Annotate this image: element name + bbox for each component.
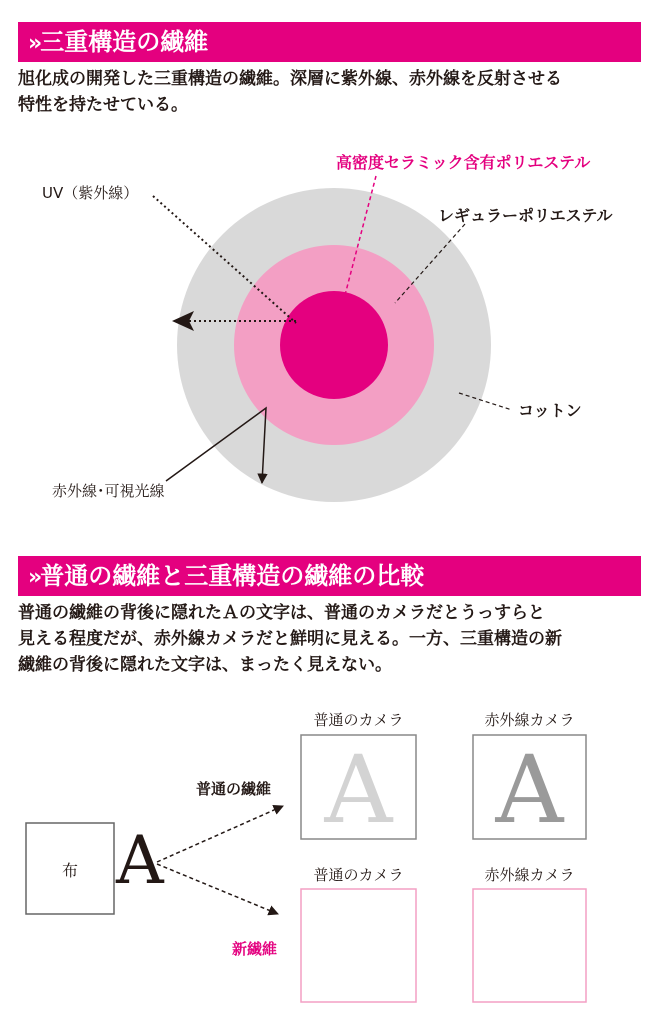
section2-text-line3: 繊維の背後に隠れた文字は、まったく見えない。 — [18, 655, 392, 675]
faint-letter-a: A — [324, 736, 393, 845]
new-fiber-ir-camera-box — [473, 889, 586, 1002]
new-fiber-normal-camera-box — [301, 889, 416, 1002]
regular-polyester-label: レギュラーポリエステル — [438, 206, 613, 225]
arrow-to-new-fiber — [157, 864, 278, 914]
section2-text-line2: 見える程度だが、赤外線カメラだと鮮明に見える。一方、三重構造の新 — [18, 629, 562, 649]
chevron-right-icon: » — [28, 565, 37, 590]
camera-ir-top-label: 赤外線カメラ — [484, 711, 575, 729]
arrow-to-normal-fiber — [157, 806, 283, 862]
section1-text-line2: 特性を持たせている。 — [18, 95, 188, 115]
camera-normal-bottom-label: 普通のカメラ — [313, 866, 404, 884]
new-fiber-label: 新繊維 — [232, 940, 278, 958]
section1-heading: 三重構造の繊維 — [40, 28, 209, 56]
hidden-letter: A — [116, 822, 164, 899]
uv-label: UV（紫外線） — [42, 184, 139, 202]
normal-fiber-label: 普通の繊維 — [196, 780, 272, 798]
chevron-right-icon: » — [28, 31, 37, 56]
section1-text-line1: 旭化成の開発した三重構造の繊維。深層に紫外線、赤外線を反射させる — [18, 69, 562, 89]
camera-ir-bottom-label: 赤外線カメラ — [484, 866, 575, 884]
camera-normal-top-label: 普通のカメラ — [313, 711, 404, 729]
ir-visible-label: 赤外線･可視光線 — [52, 482, 165, 500]
section2-heading: 普通の繊維と三重構造の繊維の比較 — [40, 562, 425, 590]
ceramic-polyester-label: 高密度セラミック含有ポリエステル — [336, 153, 591, 172]
clear-letter-a: A — [495, 736, 564, 845]
cotton-label: コットン — [518, 401, 582, 420]
cloth-label: 布 — [61, 861, 78, 880]
section2-text-line1: 普通の繊維の背後に隠れたＡの文字は、普通のカメラだとうっすらと — [18, 603, 545, 623]
